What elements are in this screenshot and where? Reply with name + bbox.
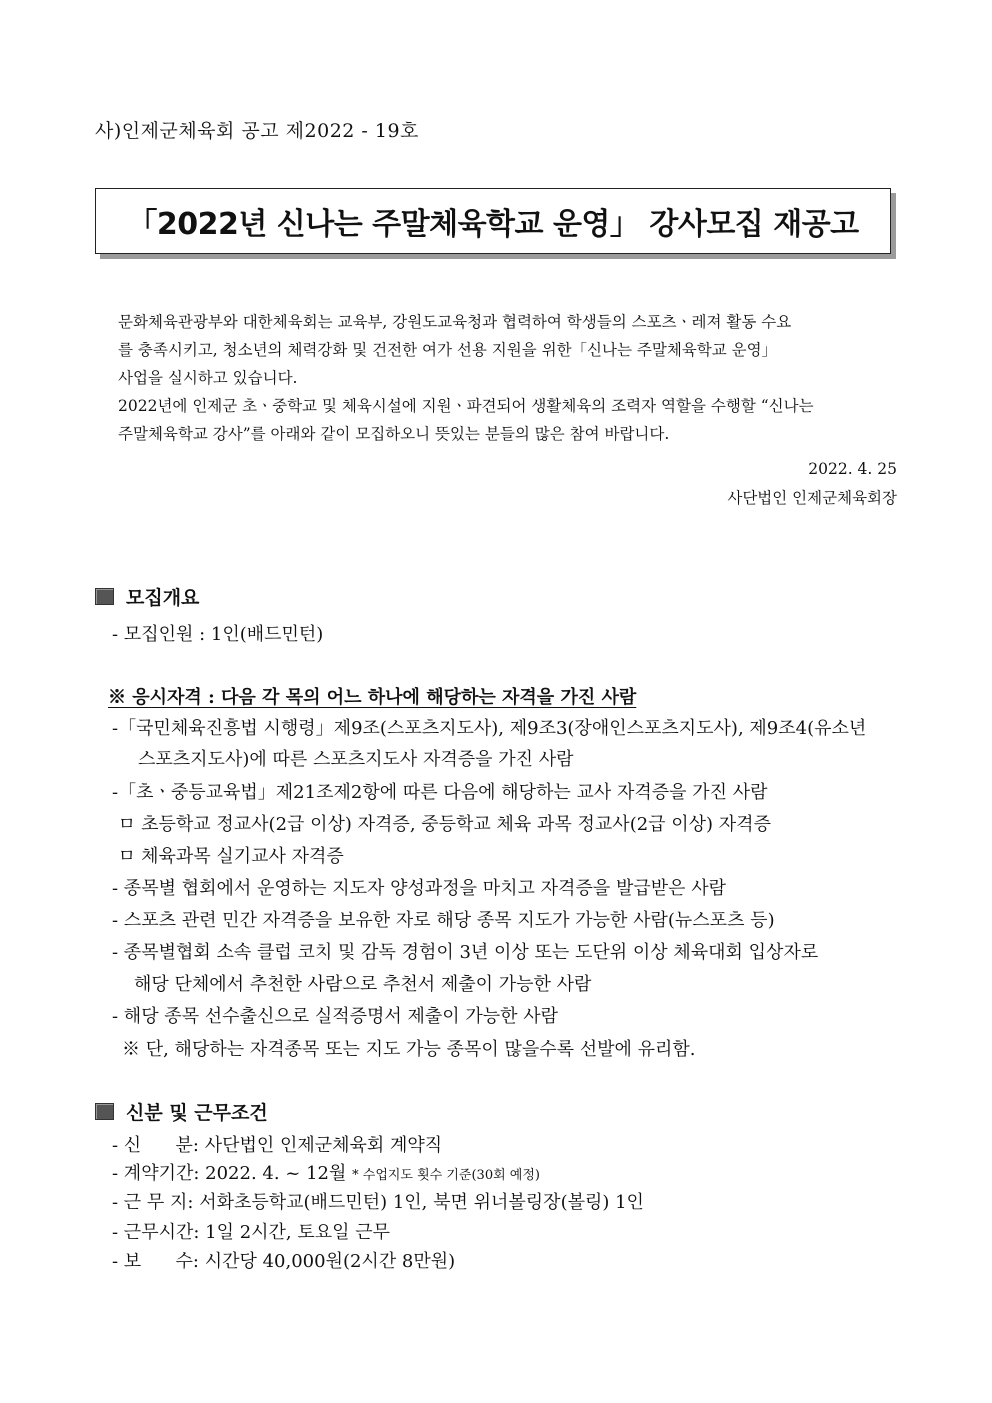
condition-period (112, 1159, 540, 1185)
condition-period-note: * 수업지도 횟수 기준(30회 예정) (352, 1168, 540, 1183)
issue-date: 2022. 4. 25 (808, 460, 897, 478)
issuer: 사단법인 인제군체육회장 (727, 489, 897, 507)
page-title: 「2022년 신나는 주말체육학교 운영」 강사모집 재공고 (127, 207, 859, 242)
qualification-subitem: ㅁ 초등학교 정교사(2급 이상) 자격증, 중등학교 체육 과목 정교사(2급 이상) 자격증 (118, 814, 771, 835)
title-box (95, 188, 891, 254)
square-bullet-icon (95, 588, 114, 605)
qualification-item: - 종목별 협회에서 운영하는 지도자 양성과정을 마치고 자격증을 발급받은 사람 (112, 878, 726, 899)
section-heading-overview (95, 583, 199, 610)
condition-pay: - 보 수: 시간당 40,000원(2시간 8만원) (112, 1251, 456, 1272)
qualification-heading: ※ 응시자격 : 다음 각 목의 어느 하나에 해당하는 자격을 가진 사람 (108, 687, 637, 708)
condition-status: - 신 분: 사단법인 인제군체육회 계약직 (112, 1135, 443, 1156)
qualification-item: - 종목별협회 소속 클럽 코치 및 감독 경험이 3년 이상 또는 도단위 이상 체육대회 입상자로 (112, 942, 819, 963)
intro-line: 를 충족시키고, 청소년의 체력강화 및 건전한 여가 선용 지원을 위한「신나는 주말체육학교 운영」 (118, 341, 778, 359)
qualification-item: -「국민체육진흥법 시행령」제9조(스포츠지도사), 제9조3(장애인스포츠지도사), 제9조4(유소년 (112, 718, 867, 739)
intro-line: 2022년에 인제군 초ㆍ중학교 및 체육시설에 지원ㆍ파견되어 생활체육의 조력자 역할을 수행할 “신나는 (118, 397, 814, 415)
condition-hours: - 근무시간: 1일 2시간, 토요일 근무 (112, 1222, 391, 1243)
section-heading-label: 모집개요 (126, 587, 200, 609)
qualification-item: -「초ㆍ중등교육법」제21조제2항에 따른 다음에 해당하는 교사 자격증을 가진 사람 (112, 782, 768, 803)
condition-period-text: - 계약기간: 2022. 4. ~ 12월 (112, 1163, 347, 1184)
recruit-count: - 모집인원 : 1인(배드민턴) (112, 624, 324, 645)
intro-line: 문화체육관광부와 대한체육회는 교육부, 강원도교육청과 협력하여 학생들의 스포츠ㆍ레져 활동 수요 (118, 313, 792, 331)
intro-paragraph (118, 308, 898, 448)
qualification-subitem: ㅁ 체육과목 실기교사 자격증 (118, 846, 344, 867)
qualification-item: - 해당 종목 선수출신으로 실적증명서 제출이 가능한 사람 (112, 1006, 559, 1027)
section-heading-conditions (95, 1098, 268, 1125)
condition-location: - 근 무 지: 서화초등학교(배드민턴) 1인, 북면 위너볼링장(볼링) 1인 (112, 1192, 644, 1213)
qualification-note: ※ 단, 해당하는 자격종목 또는 지도 가능 종목이 많을수록 선발에 유리함. (122, 1039, 696, 1060)
notice-number: 사)인제군체육회 공고 제2022 - 19호 (95, 120, 419, 142)
qualification-item: - 스포츠 관련 민간 자격증을 보유한 자로 해당 종목 지도가 가능한 사람(뉴스포츠 등) (112, 910, 775, 931)
square-bullet-icon (95, 1103, 114, 1120)
intro-line: 사업을 실시하고 있습니다. (118, 369, 298, 387)
section-heading-label: 신분 및 근무조건 (126, 1102, 268, 1124)
qualification-item: 스포츠지도사)에 따른 스포츠지도사 자격증을 가진 사람 (138, 749, 574, 770)
intro-line: 주말체육학교 강사”를 아래와 같이 모집하오니 뜻있는 분들의 많은 참여 바랍니다. (118, 425, 670, 443)
qualification-item: 해당 단체에서 추천한 사람으로 추천서 제출이 가능한 사람 (134, 974, 592, 995)
